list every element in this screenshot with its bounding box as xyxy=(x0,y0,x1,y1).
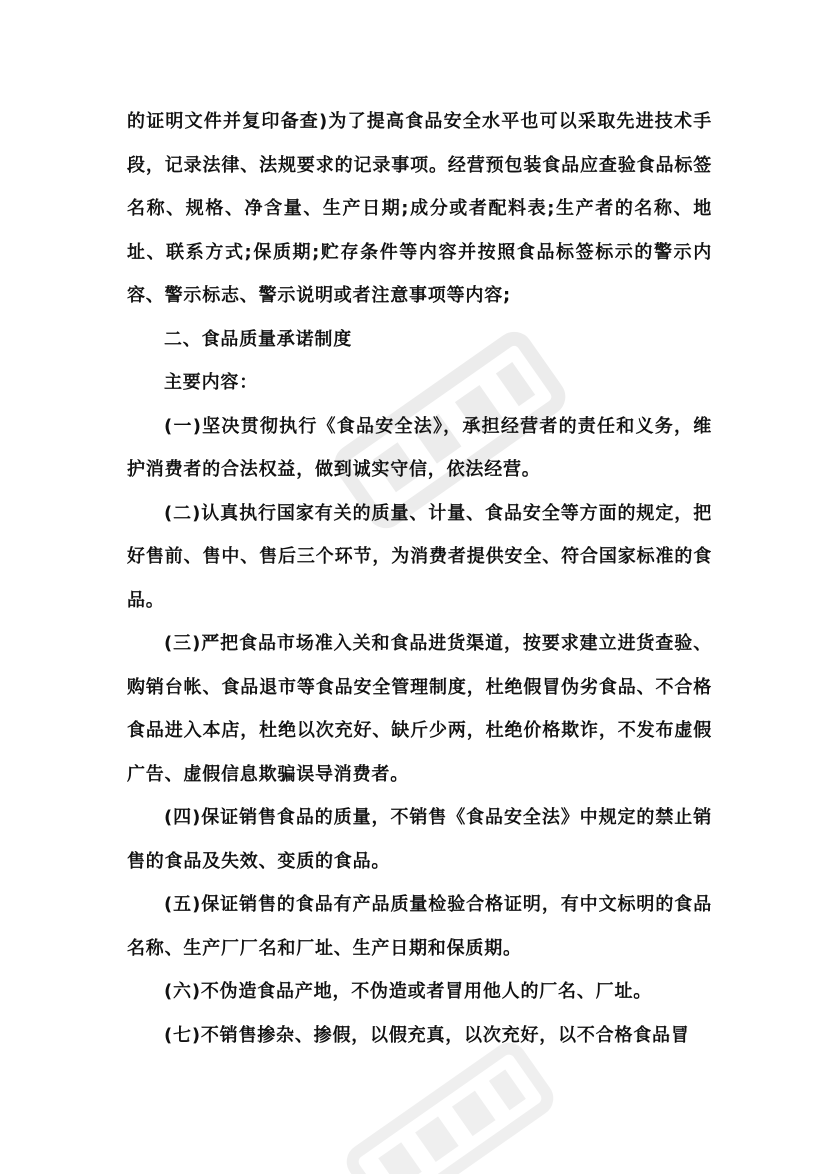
paragraph-item-5: (五)保证销售的食品有产品质量检验合格证明，有中文标明的食品名称、生产厂厂名和厂址、生产日期和保质期。 xyxy=(127,894,712,959)
subheading-main-content: 主要内容： xyxy=(164,372,258,393)
paragraph-item-3: (三)严把食品市场准入关和食品进货渠道，按要求建立进货查验、购销台帐、食品退市等食品安全管理制度，杜绝假冒伪劣食品、不合格食品进入本店，杜绝以次充好、缺斤少两，杜绝价格欺诈，不发布虚假广告、虚假信息欺骗误导消费者。 xyxy=(127,633,712,785)
paragraph-item-1: (一)坚决贯彻执行《食品安全法》，承担经营者的责任和义务，维护消费者的合法权益，做到诚实守信，依法经营。 xyxy=(127,415,712,480)
document-body xyxy=(127,100,712,1057)
section-heading-food-quality: 二、食品质量承诺制度 xyxy=(164,328,352,350)
paragraph-continuation: 的证明文件并复印备查)为了提高食品安全水平也可以采取先进技术手段，记录法律、法规要求的记录事项。经营预包装食品应查验食品标签名称、规格、净含量、生产日期;成分或者配料表;生产者的名称、地址、联系方式;保质期;贮存条件等内容并按照食品标签标示的警示内容、警示标志、警示说明或者注意事项等内容; xyxy=(127,111,712,306)
paragraph-item-2: (二)认真执行国家有关的质量、计量、食品安全等方面的规定，把好售前、售中、售后三个环节，为消费者提供安全、符合国家标准的食品。 xyxy=(127,502,712,611)
paragraph-item-6: (六)不伪造食品产地，不伪造或者冒用他人的厂名、厂址。 xyxy=(164,981,653,1002)
paragraph-item-4: (四)保证销售食品的质量，不销售《食品安全法》中规定的禁止销售的食品及失效、变质的食品。 xyxy=(127,807,712,872)
paragraph-item-7: (七)不销售掺杂、掺假，以假充真，以次充好，以不合格食品冒 xyxy=(164,1024,690,1046)
